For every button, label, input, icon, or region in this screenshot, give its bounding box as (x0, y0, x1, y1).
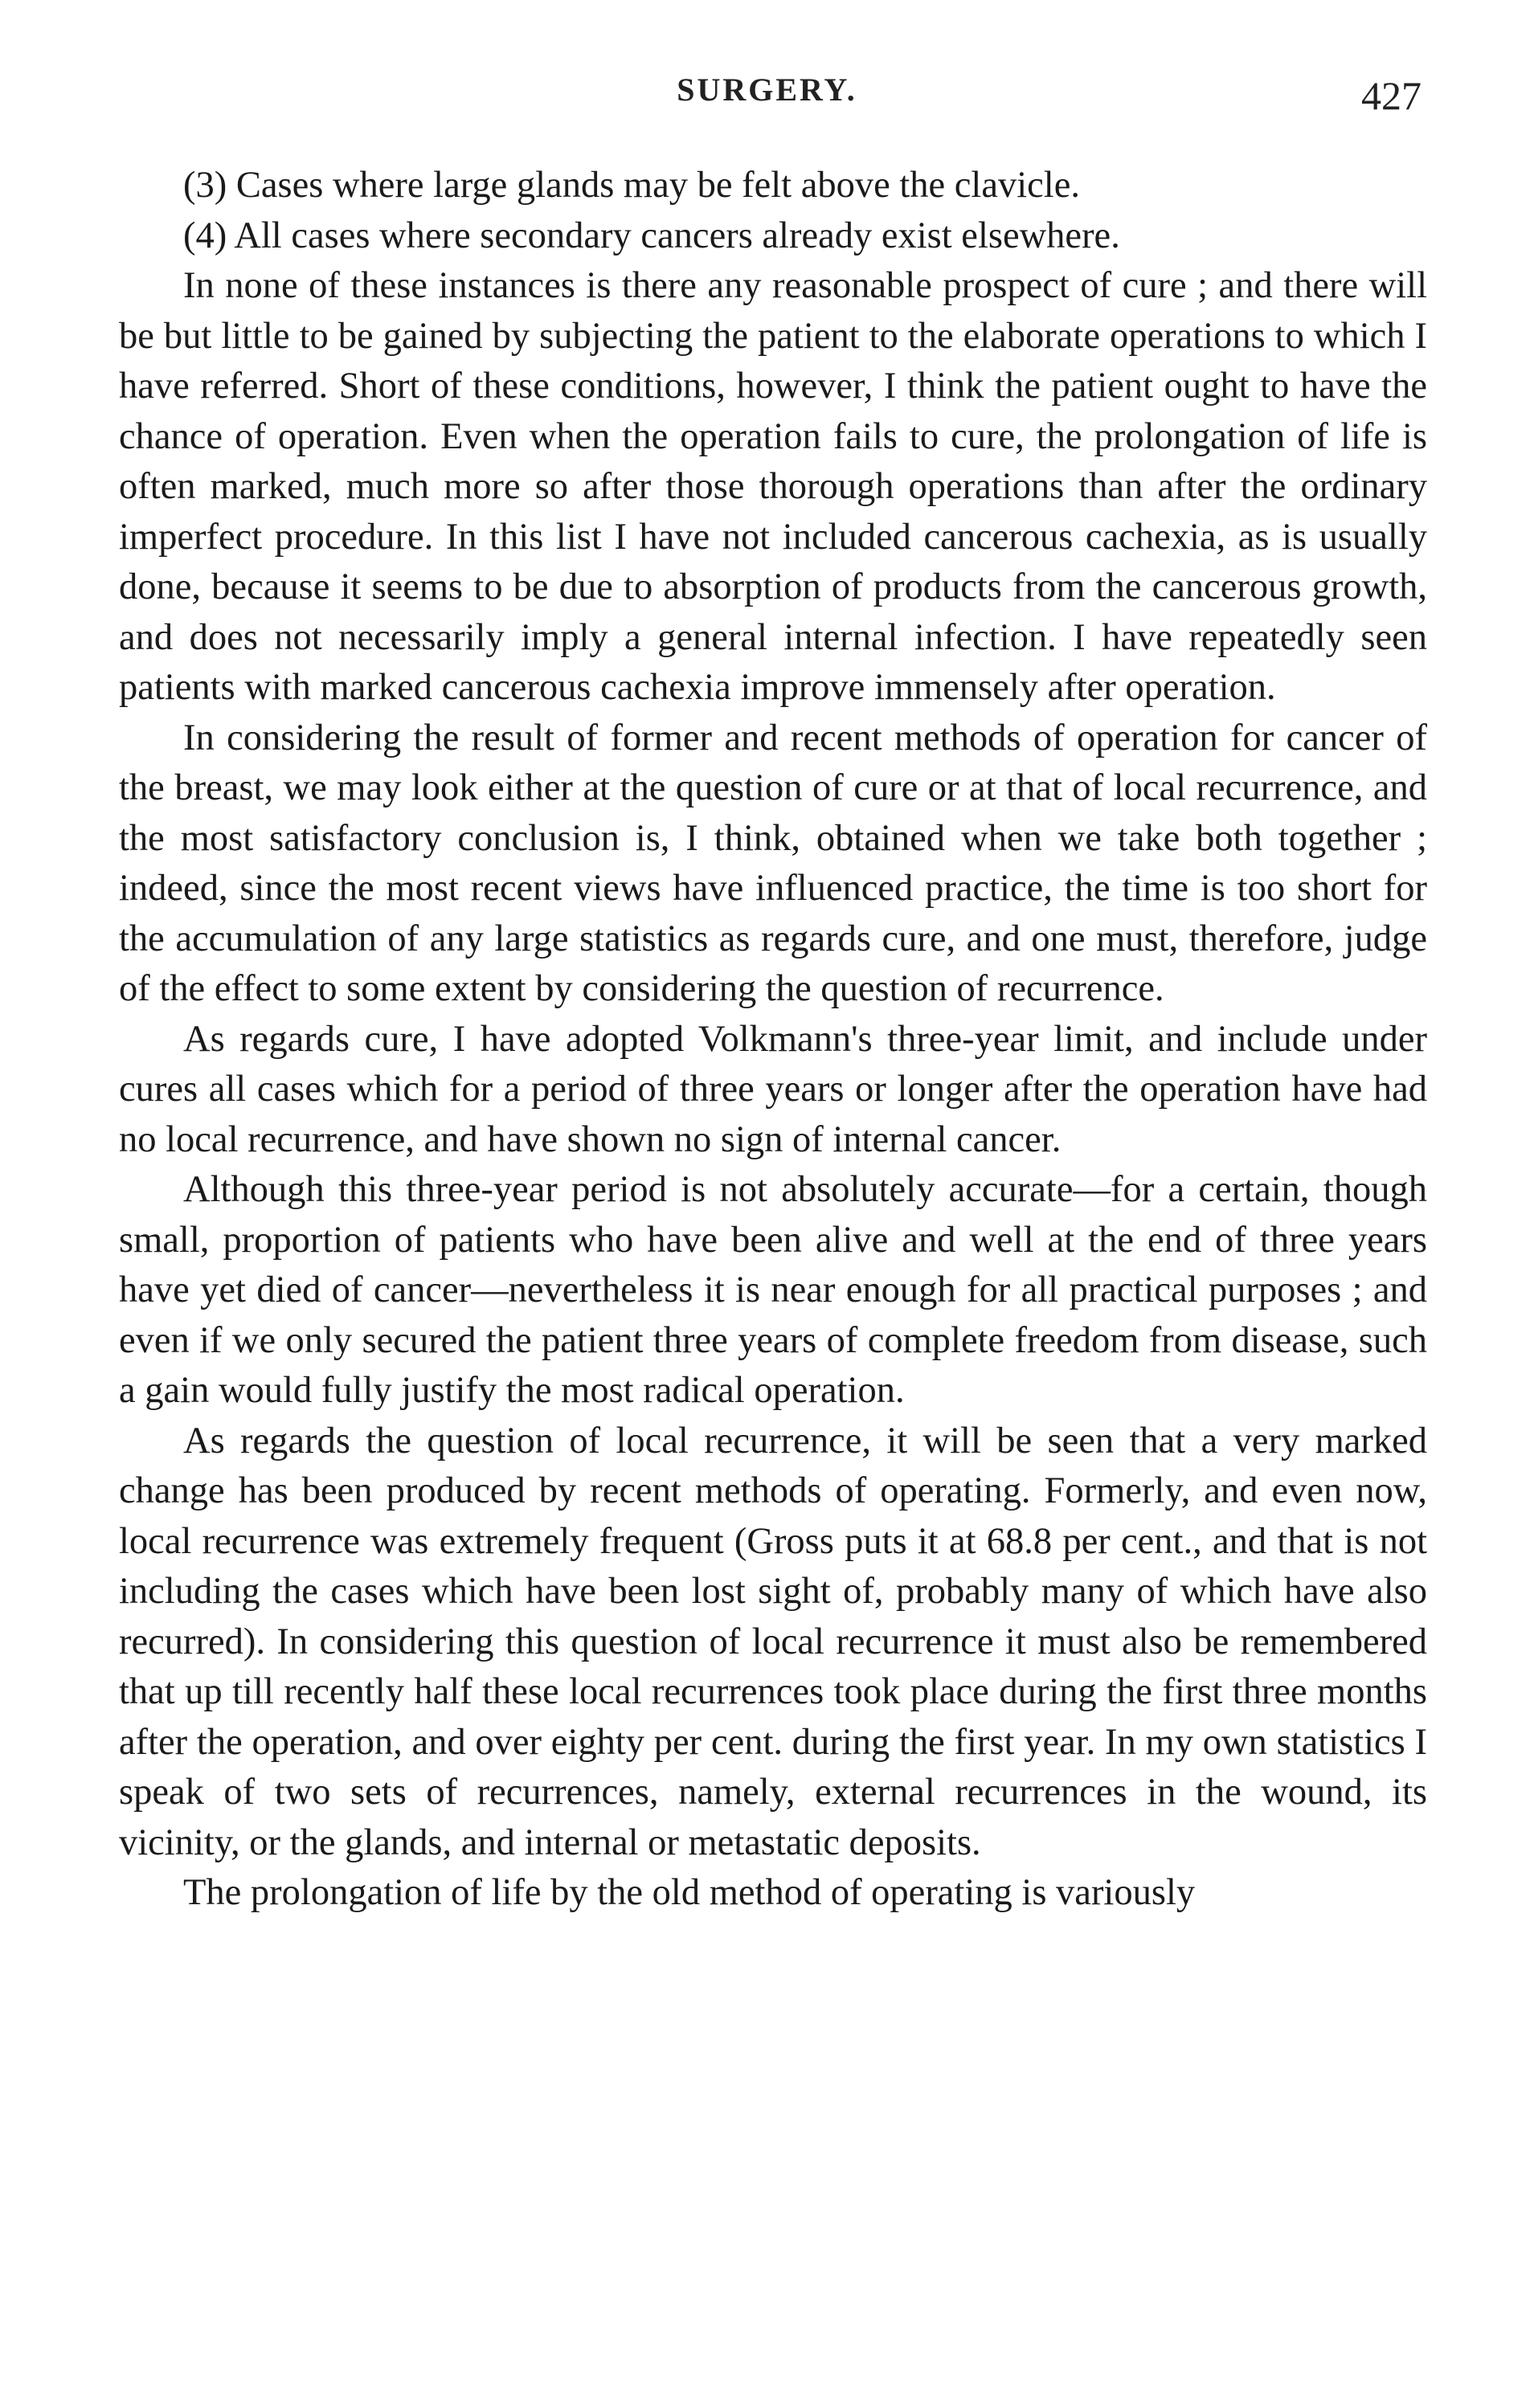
paragraph: The prolongation of life by the old method of operating is variously (183, 1872, 1196, 1913)
running-title: SURGERY. (677, 72, 857, 108)
running-head (0, 71, 1534, 127)
list-item-3: (3) Cases where large glands may be felt above the clavicle. (183, 165, 1080, 206)
list-item-4: (4) All cases where secondary cancers already exist elsewhere. (183, 215, 1120, 256)
paragraph: In considering the result of former and recent methods of operation for cancer of the breast, we may look either at the question of cure or at that of local recurrence, and the most satisfactory conclusion is, I think, obtained when we take both together ; indeed, since the most recent views have influenced practice, the time is too short for the accumulation of any large statistics as regards cure, and one must, therefore, judge of the effect to some extent by considering the question of recurrence. (119, 717, 1427, 1009)
page-number: 427 (1361, 73, 1422, 118)
paragraph: As regards the question of local recurrence, it will be seen that a very marked change has been produced by recent methods of operating. Formerly, and even now, local recurrence was extremely frequent (Gross puts it at 68.8 per cent., and that is not including the cases which have been lost sight of, probably many of which have also recurred). In considering this question of local recurrence it must also be remembered that up till recently half these local recurrences took place during the first three months after the operation, and over eighty per cent. during the first year. In my own statistics I speak of two sets of recurrences, namely, external recurrences in the wound, its vicinity, or the glands, and internal or metastatic deposits. (119, 1420, 1427, 1863)
paragraph: As regards cure, I have adopted Volkmann's three-year limit, and include under cures all cases which for a period of three years or longer after the operation have had no local recurrence, and have shown no sign of internal cancer. (119, 1018, 1427, 1160)
paragraph: In none of these instances is there any reasonable prospect of cure ; and there will be but little to be gained by subjecting the patient to the elaborate operations to which I have referred. Short of these conditions, however, I think the patient ought to have the chance of operation. Even when the operation fails to cure, the prolongation of life is often marked, much more so after those thorough operations than after the ordinary imperfect procedure. In this list I have not included cancerous cachexia, as is usually done, because it seems to be due to absorption of products from the cancerous growth, and does not necessarily imply a general internal infection. I have repeatedly seen patients with marked cancerous cachexia improve immensely after operation. (119, 265, 1427, 708)
body-text (119, 161, 1427, 1919)
paragraph: Although this three-year period is not absolutely accurate—for a certain, though small, proportion of patients who have been alive and well at the end of three years have yet died of cancer—nevertheless it is near enough for all practical purposes ; and even if we only secured the patient three years of complete freedom from disease, such a gain would fully justify the most radical operation. (119, 1169, 1427, 1411)
